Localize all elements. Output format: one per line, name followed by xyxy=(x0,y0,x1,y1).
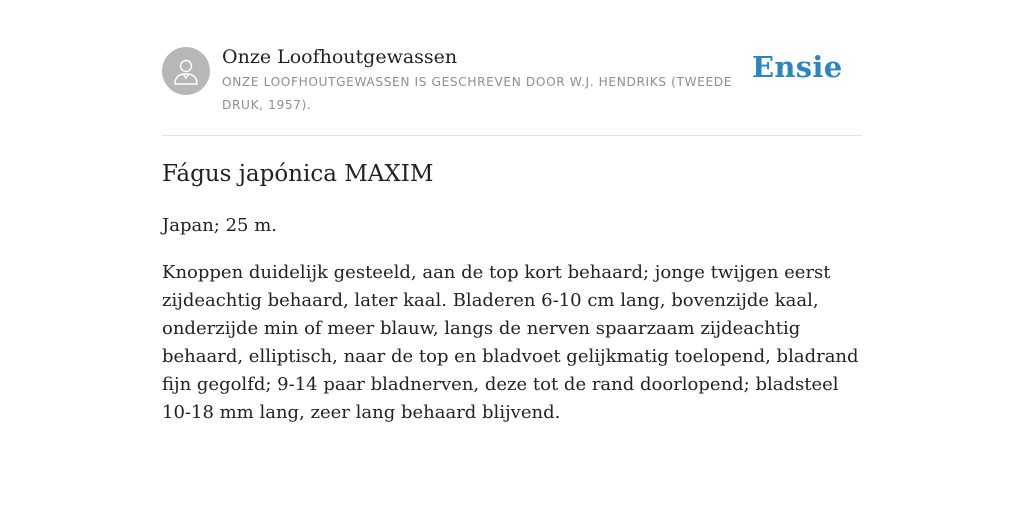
source-avatar[interactable] xyxy=(162,47,210,95)
article-paragraph: Japan; 25 m. xyxy=(162,215,277,236)
user-icon xyxy=(173,57,199,85)
article-title: Fágus japónica MAXIM xyxy=(162,161,434,187)
entry-card xyxy=(162,44,862,446)
source-header xyxy=(162,44,862,136)
source-description: ONZE LOOFHOUTGEWASSEN IS GESCHREVEN DOOR W.J. HENDRIKS (TWEEDE DRUK, 1957). xyxy=(222,75,733,112)
brand-logo[interactable]: Ensie xyxy=(752,50,843,84)
source-title[interactable]: Onze Loofhoutgewassen xyxy=(222,46,458,68)
article-paragraph: Knoppen duidelijk gesteeld, aan de top kort behaard; jonge twijgen eerst zijdeachtig behaard, later kaal. Bladeren 6-10 cm lang, bovenzijde kaal, onderzijde min of meer blauw, langs de nerven spaarzaam zijdeachtig behaard, elliptisch, naar de top en bladvoet gelijkmatig toelopend, bladrand fijn gegolfd; 9-14 paar bladnerven, deze tot de rand doorlopend; bladsteel 10-18 mm lang, zeer lang behaard blijvend. xyxy=(162,262,859,423)
article xyxy=(162,136,862,427)
source-meta xyxy=(222,44,752,117)
